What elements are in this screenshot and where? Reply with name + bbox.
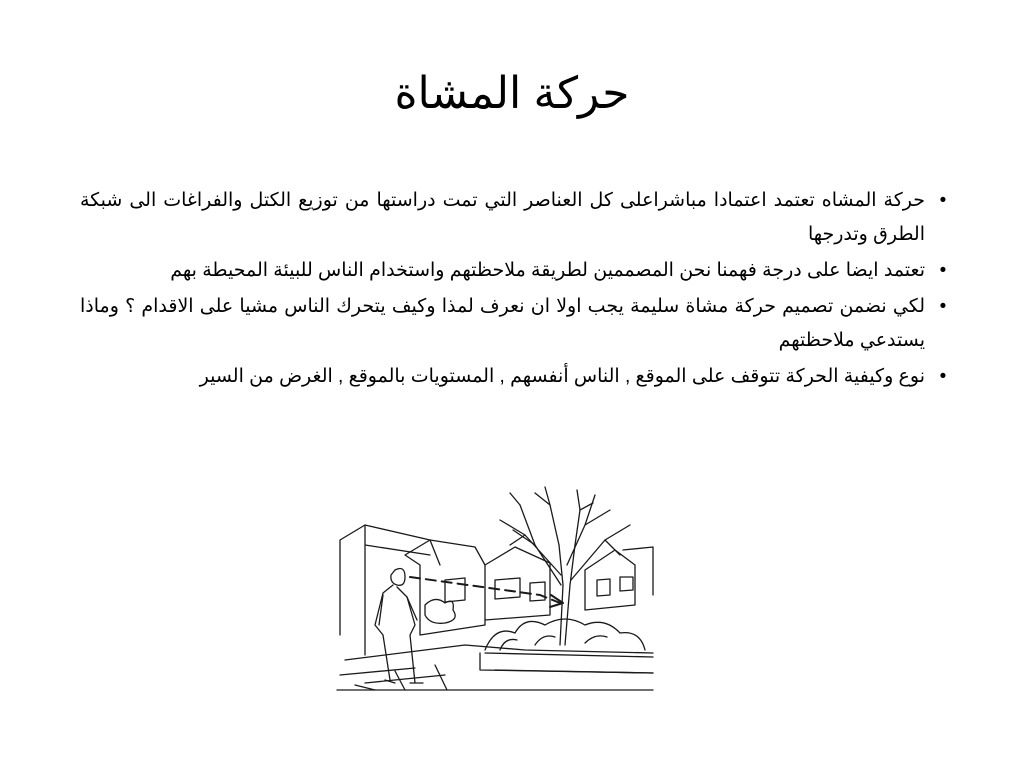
- bullet-item: [80, 184, 945, 252]
- slide-title: حركة المشاة: [394, 69, 630, 118]
- bullet-text: لكي نضمن تصميم حركة مشاة سليمة يجب اولا ان نعرف لمذا وكيف يتحرك الناس مشيا على الاقدام ؟ وماذا يستدعي ملاحظتهم: [80, 296, 925, 351]
- pedestrian-streetscape-sketch: [335, 485, 655, 695]
- movement-arrow: [410, 577, 563, 607]
- bullet-item: [80, 254, 945, 288]
- bullet-text: تعتمد ايضا على درجة فهمنا نحن المصممين لطريقة ملاحظتهم واستخدام الناس للبيئة المحيطة بهم: [170, 260, 925, 281]
- right-house: [585, 547, 653, 610]
- bullet-text: نوع وكيفية الحركة تتوقف على الموقع , الناس أنفسهم , المستويات بالموقع , الغرض من السير: [199, 366, 925, 387]
- bullet-item: [80, 290, 945, 358]
- pedestrian-figure: [375, 569, 423, 683]
- pavement-lines: [337, 645, 653, 690]
- left-house: [405, 540, 485, 635]
- bullet-dot: •: [939, 260, 947, 281]
- left-wall: [340, 525, 430, 655]
- tree: [500, 487, 630, 645]
- bullet-dot: •: [939, 190, 947, 211]
- bullet-list: [80, 184, 945, 396]
- bullet-text: حركة المشاه تعتمد اعتمادا مباشراعلى كل العناصر التي تمت دراستها من توزيع الكتل والفراغات الى شبكة الطرق وتدرجها: [80, 190, 925, 245]
- center-house: [485, 547, 550, 620]
- shrubs: [425, 599, 653, 673]
- bullet-item: [80, 360, 945, 394]
- bullet-dot: •: [939, 296, 947, 317]
- bullet-dot: •: [939, 366, 947, 387]
